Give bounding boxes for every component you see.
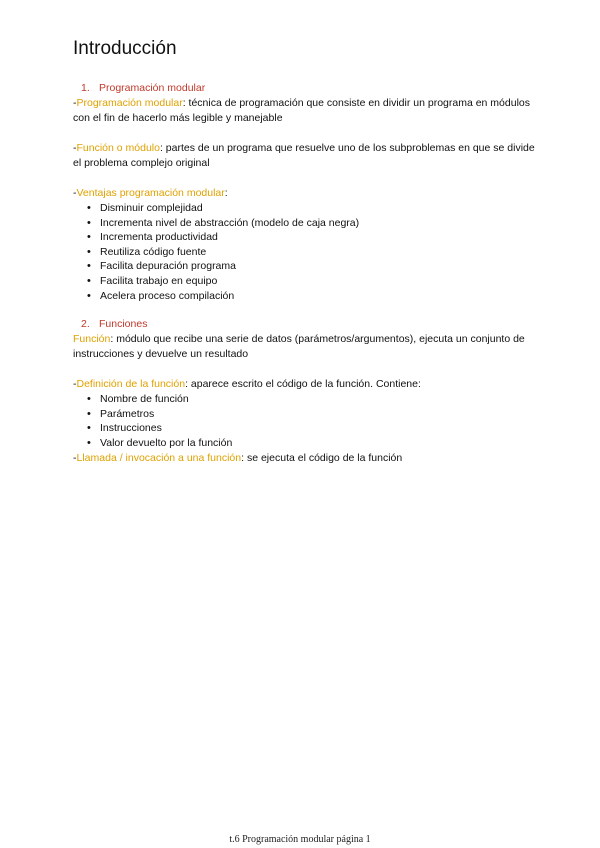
definition-function-call: -Llamada / invocación a una función: se ejecuta el código de la función <box>73 451 403 464</box>
advantages-heading: -Ventajas programación modular: <box>73 187 228 199</box>
section-number: 1. <box>81 82 90 94</box>
section-number: 2. <box>81 318 90 331</box>
function-contents-list <box>73 392 543 450</box>
definition-function <box>73 332 543 362</box>
list-item: • Incrementa productividad <box>87 230 543 245</box>
term-highlight: Función <box>73 333 111 346</box>
definition-modular-programming: -Programación modular: técnica de programación que consiste en dividir un programa en módulos con el fin de hacerlo más legible y manejable <box>73 97 530 124</box>
definition-text: : módulo que recibe una serie de datos (parámetros/argumentos), ejecuta un conjunto de instrucciones y devuelve un resultado <box>73 333 525 361</box>
definition-text: : se ejecuta el código de la función <box>241 451 403 464</box>
document-page <box>73 38 543 466</box>
list-item: • Facilita trabajo en equipo <box>87 274 543 289</box>
term-highlight: Programación modular <box>76 97 183 109</box>
list-item: • Parámetros <box>87 407 543 422</box>
list-item: • Instrucciones <box>87 421 543 436</box>
list-item: • Nombre de función <box>87 392 543 407</box>
term-highlight: Llamada / invocación a una función <box>76 451 242 464</box>
definition-text: : aparece escrito el código de la función. Contiene: <box>185 378 421 391</box>
term-highlight: Ventajas programación modular <box>76 187 225 199</box>
advantages-list <box>73 201 543 303</box>
list-item: • Disminuir complejidad <box>87 201 543 216</box>
section-heading-1 <box>81 82 543 94</box>
definition-function-module: -Función o módulo: partes de un programa que resuelve uno de los subproblemas en que se divide el problema complejo original <box>73 142 535 169</box>
list-item: • Facilita depuración programa <box>87 259 543 274</box>
definition-text: : partes de un programa que resuelve uno de los subproblemas en que se divide el problema complejo original <box>73 142 535 169</box>
page-footer: t.6 Programación modular página 1 <box>229 834 371 845</box>
page-title: Introducción <box>73 38 177 59</box>
section-title: Programación modular <box>99 82 206 94</box>
term-highlight: Definición de la función <box>76 378 186 391</box>
list-item: • Valor devuelto por la función <box>87 436 543 451</box>
list-item: • Reutiliza código fuente <box>87 245 543 260</box>
definition-function-definition: -Definición de la función: aparece escrito el código de la función. Contiene: <box>73 378 421 391</box>
term-highlight: Función o módulo <box>76 142 160 154</box>
section-title: Funciones <box>99 318 148 331</box>
list-item: • Acelera proceso compilación <box>87 289 543 304</box>
list-item: • Incrementa nivel de abstracción (modelo de caja negra) <box>87 216 543 231</box>
section-heading-2 <box>81 318 543 330</box>
definition-text: : técnica de programación que consiste en dividir un programa en módulos con el fin de hacerlo más legible y manejable <box>73 97 530 124</box>
